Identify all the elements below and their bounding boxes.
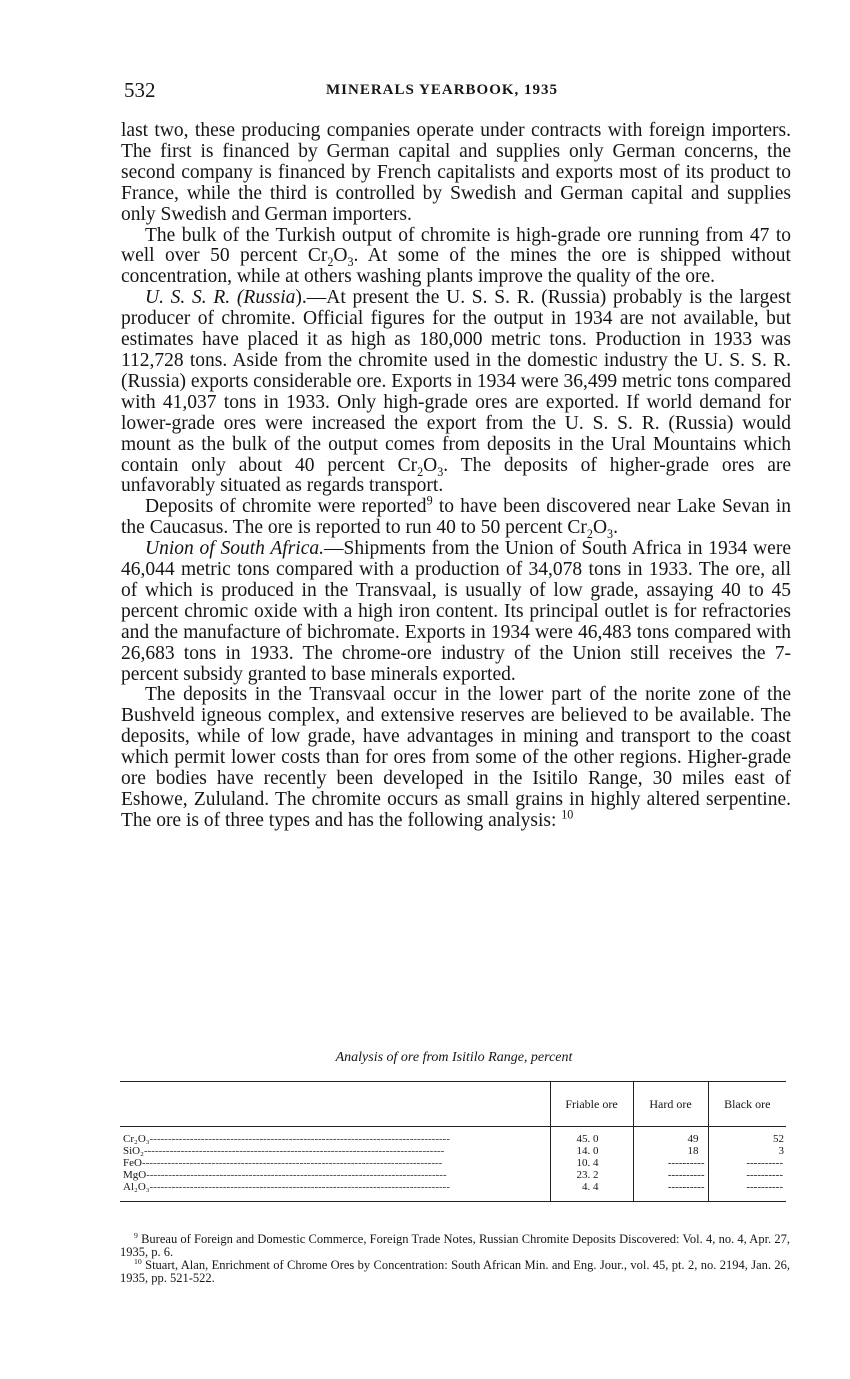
paragraph-transvaal: The deposits in the Transvaal occur in the lower part of the norite zone of the Bushveld igneous complex, and extensive reserves are believed to be available. The deposits, while of low grade, have advantages in mining and transport to the coast which permit lower costs than for ores from some of the other regions. Higher-grade ore bodies have recently been developed in the Isitilo Range, 30 miles east of Eshowe, Zululand. The chromite occurs as small grains in highly altered serpentine. The ore is of three types and has the following analysis: $^{10}$ <box>121 684 791 831</box>
table-header-row <box>120 1082 786 1127</box>
cell-black-blank: ---------- <box>708 1169 786 1181</box>
paragraph-turkish-output: The bulk of the Turkish output of chromite is high-grade ore running from 47 to well over 50 percent $Cr_2O_3$. At some of the mines the ore is shipped without concentration, while at others washing plants improve the quality of the ore. <box>121 224 791 288</box>
cell-friable: 14. 0 <box>550 1145 633 1157</box>
row-label: Al₂O₃ <box>123 1181 150 1193</box>
table-row: SiO₂---------------------------------------------------------------------------------- 14. 0 18 3 <box>123 1145 784 1157</box>
section-lead-ussr: U. S. S. R. ( <box>145 287 244 309</box>
footnote-mark-10: 10 <box>134 1256 142 1266</box>
cell-hard-blank: ---------- <box>633 1157 708 1169</box>
cell-black-blank: ---------- <box>708 1181 786 1202</box>
row-label: FeO <box>123 1157 142 1169</box>
cell-friable: 4. 4 <box>550 1181 633 1202</box>
footnote-9: $^9$ Bureau of Foreign and Domestic Commerce, Foreign Trade Notes, Russian Chromite Deposits Discovered: Vol. 4, no. 4, Apr. 27, 1935, p. 6. <box>120 1230 791 1259</box>
cell-black: 3 <box>708 1145 786 1157</box>
header-blank <box>120 1082 550 1127</box>
table-caption: Analysis of ore from Isitilo Range, percent <box>335 1050 573 1065</box>
page-number: 532 <box>124 78 156 102</box>
footnote-10: $^{10}$ Stuart, Alan, Enrichment of Chrome Ores by Concentration: South African Min. and Eng. Jour., vol. 45, pt. 2, no. 2194, Jan. 26, 1935, pp. 521-522. <box>120 1256 791 1285</box>
cell-black-blank: ---------- <box>708 1157 786 1169</box>
cell-hard-blank: ---------- <box>633 1169 708 1181</box>
column-header-friable: Friable ore <box>550 1082 633 1127</box>
paragraph-ussr: U. S. S. R. (Russia).—At present the U. S. S. R. (Russia) probably is the largest producer of chromite. Official figures for the output in 1934 are not available, but estimates have placed it as high as 180,000 metric tons. Production in 1933 was 112,728 tons. Aside from the chromite used in the domestic industry the U. S. S. R. (Russia) exports considerable ore. Exports in 1934 were 36,499 metric tons compared with 41,037 tons in 1933. Only high-grade ores are exported. If world demand for lower-grade ores were increased the export from the U. S. S. R. (Russia) would mount as the bulk of the output comes from deposits in the Ural Mountains which contain only about 40 percent $Cr_2O_3$. The deposits of higher-grade ores are unfavorably situated as regards transport. <box>121 287 792 497</box>
table-row: FeO---------------------------------------------------------------------------------- 10. 4 ---------- ---------- <box>120 1157 786 1169</box>
cell-hard-blank: ---------- <box>633 1181 708 1202</box>
cell-friable: 23. 2 <box>550 1169 633 1181</box>
paragraph-1: last two, these producing companies operate under contracts with foreign importers. The first is financed by German capital and supplies only German concerns, the second company is financed by French capitalists and exports most of its product to France, while the third is controlled by Swedish and German capital and supplies only Swedish and German importers. <box>121 120 791 225</box>
row-label: Cr₂O₃ <box>123 1133 150 1145</box>
row-label: SiO₂ <box>123 1145 144 1157</box>
table-row: Cr₂O₃---------------------------------------------------------------------------------- 45. 0 49 52 <box>120 1127 786 1146</box>
running-head <box>124 78 790 102</box>
body-text <box>121 121 791 832</box>
analysis-table <box>120 1081 786 1202</box>
cell-hard: 49 <box>633 1127 708 1146</box>
footnote-ref-9: 9 <box>426 493 433 508</box>
section-lead-south-africa: Union of South Africa. <box>145 538 324 560</box>
row-label: MgO <box>123 1169 147 1181</box>
cell-hard: 18 <box>633 1145 708 1157</box>
running-title: MINERALS YEARBOOK, 1935 <box>326 82 559 98</box>
footnotes <box>120 1230 791 1285</box>
table-row: MgO---------------------------------------------------------------------------------- 23. 2 ---------- ---------- <box>120 1169 786 1181</box>
cell-black: 52 <box>708 1127 786 1146</box>
footnote-ref-10: 10 <box>561 807 574 822</box>
table-row: Al₂O₃---------------------------------------------------------------------------------- 4. 4 ---------- ---------- <box>120 1181 786 1202</box>
column-header-hard: Hard ore <box>633 1082 708 1127</box>
cell-friable: 10. 4 <box>550 1157 633 1169</box>
footnote-mark-9: 9 <box>134 1230 138 1240</box>
column-header-black: Black ore <box>708 1082 786 1127</box>
paragraph-south-africa: Union of South Africa.—Shipments from the Union of South Africa in 1934 were 46,044 metric tons compared with a production of 34,078 tons in 1933. The ore, all of which is produced in the Transvaal, is usually of low grade, assaying 40 to 45 percent chromic oxide with a high iron content. Its principal outlet is for refractories and the manufacture of bichromate. Exports in 1934 were 46,483 tons compared with 26,683 tons in 1933. The chrome-ore industry of the Union still receives the 7-percent subsidy granted to base minerals exported. <box>121 538 791 685</box>
cell-friable: 45. 0 <box>550 1127 633 1146</box>
paragraph-lake-sevan: Deposits of chromite were reported$^9$ to have been discovered near Lake Sevan in the Caucasus. The ore is reported to run 40 to 50 percent $Cr_2O_3$. <box>121 493 792 542</box>
